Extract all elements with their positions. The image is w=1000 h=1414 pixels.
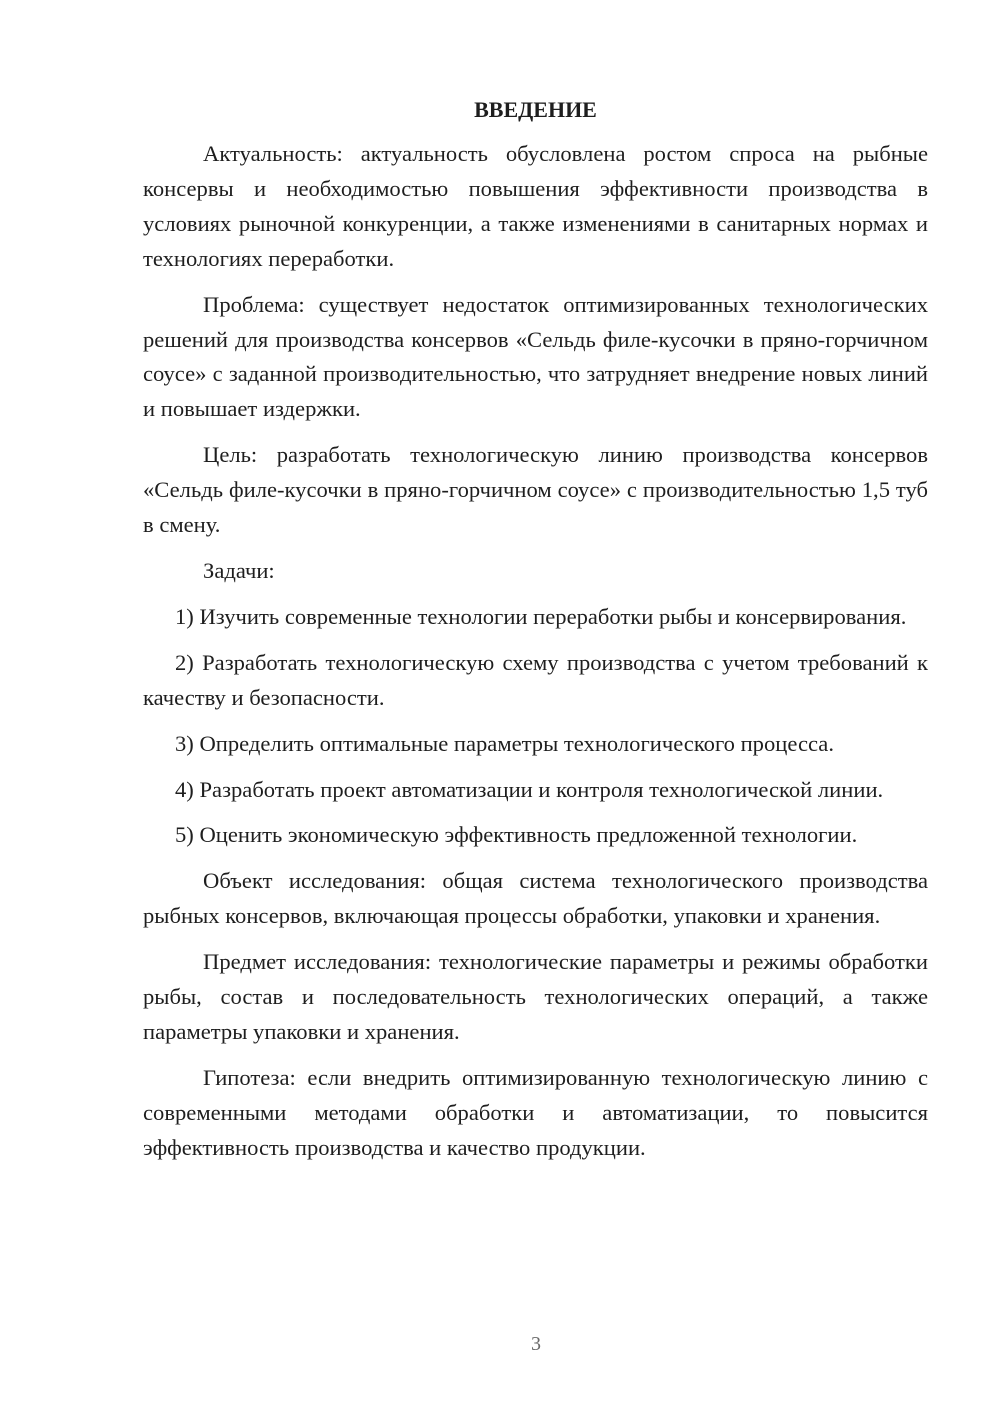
- hypothesis-paragraph: Гипотеза: если внедрить оптимизированную технологическую линию с современными методами обработки и автоматизации, то повысится эффективность производства и качество продукции.: [143, 1064, 928, 1160]
- subject-paragraph: Предмет исследования: технологические параметры и режимы обработки рыбы, состав и последовательность технологических операций, а также параметры упаковки и хранения.: [143, 949, 928, 1044]
- task-item-3: 3) Определить оптимальные параметры технологического процесса.: [175, 730, 834, 756]
- tasks-heading: Задачи:: [203, 557, 275, 583]
- goal-paragraph: Цель: разработать технологическую линию производства консервов «Сельдь филе-кусочки в пряно-горчичном соусе» с производительностью 1,5 туб в смену.: [143, 442, 928, 538]
- task-item-4: 4) Разработать проект автоматизации и контроля технологической линии.: [175, 776, 884, 802]
- problem-paragraph: Проблема: существует недостаток оптимизированных технологических решений для производства консервов «Сельдь филе-кусочки в пряно-горчичном соусе» с заданной производительностью, что затрудняет внедрение новых линий и повышает издержки.: [143, 291, 928, 422]
- task-item-1: 1) Изучить современные технологии переработки рыбы и консервирования.: [175, 603, 907, 629]
- task-item-2: 2) Разработать технологическую схему производства с учетом требований к качеству и безопасности.: [143, 649, 928, 710]
- page-content: [143, 93, 928, 1177]
- relevance-paragraph: Актуальность: актуальность обусловлена ростом спроса на рыбные консервы и необходимостью повышения эффективности производства в условиях рыночной конкуренции, а также изменениями в санитарных нормах и технологиях переработки.: [143, 141, 928, 271]
- task-item-5: 5) Оценить экономическую эффективность предложенной технологии.: [175, 822, 858, 848]
- object-paragraph: Объект исследования: общая система технологического производства рыбных консервов, включающая процессы обработки, упаковки и хранения.: [143, 868, 928, 929]
- page-number: 3: [531, 1333, 541, 1355]
- section-title: ВВЕДЕНИЕ: [474, 97, 597, 122]
